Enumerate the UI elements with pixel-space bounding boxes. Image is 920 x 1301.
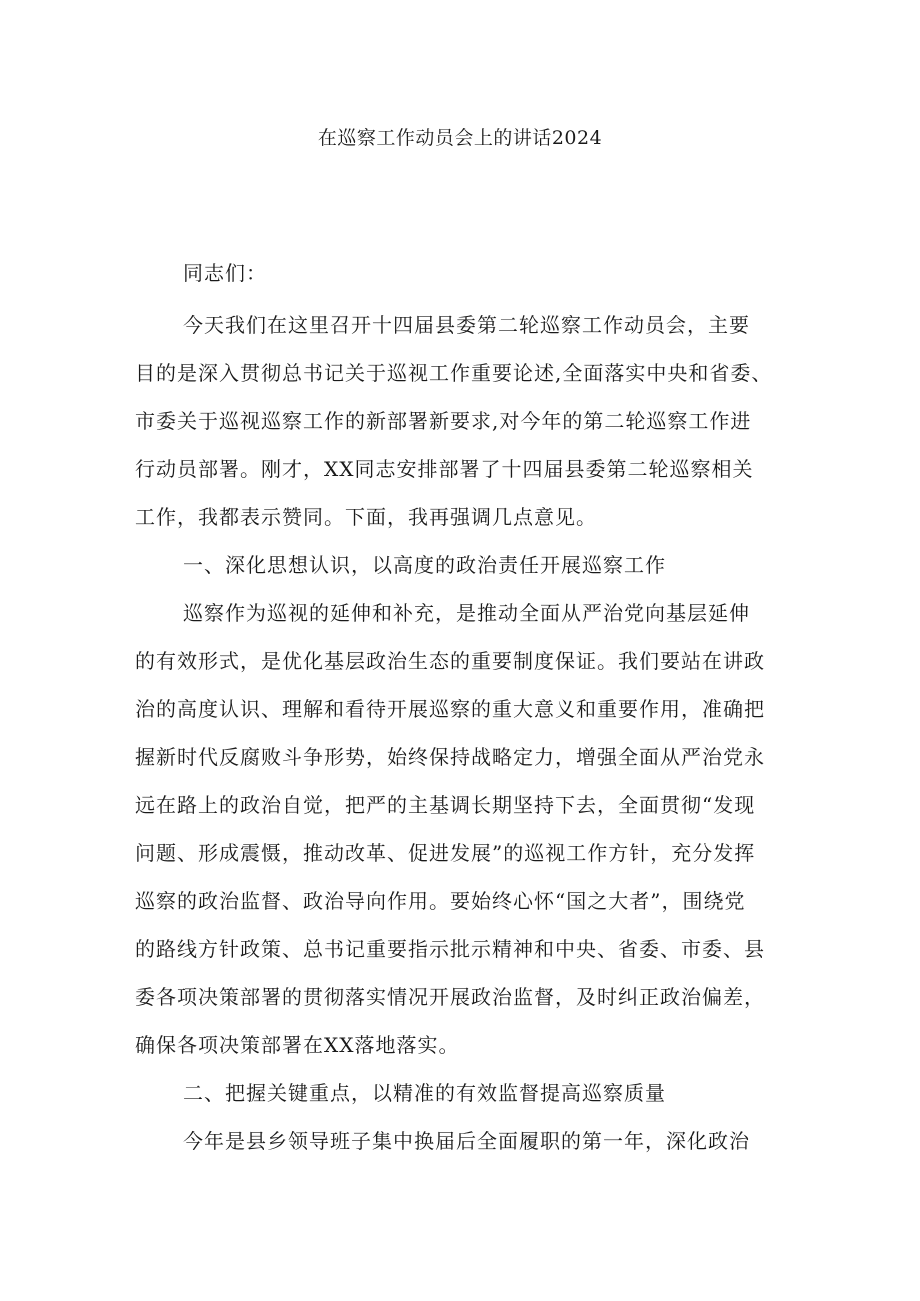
paragraph-line: 巡察的政治监督、政治导向作用。要始终心怀“国之大者”，围绕党	[135, 889, 746, 913]
document-title: 在巡察工作动员会上的讲话2024	[317, 127, 603, 149]
paragraph-line: 远在路上的政治自觉，把严的主基调长期坚持下去，全面贯彻“发现	[135, 793, 756, 817]
paragraph-line: 目的是深入贯彻总书记关于巡视工作重要论述,全面落实中央和省委、	[135, 361, 773, 385]
paragraph-line: 的有效形式，是优化基层政治生态的重要制度保证。我们要站在讲政	[135, 649, 765, 673]
paragraph-line: 问题、形成震慑，推动改革、促进发展”的巡视工作方针，充分发挥	[135, 841, 756, 865]
section-heading: 二、把握关键重点，以精准的有效监督提高巡察质量	[183, 1081, 666, 1105]
paragraph-line: 治的高度认识、理解和看待开展巡察的重大意义和重要作用，准确把	[135, 697, 765, 721]
section-heading: 一、深化思想认识，以高度的政治责任开展巡察工作	[183, 553, 666, 577]
paragraph-line: 市委关于巡视巡察工作的新部署新要求,对今年的第二轮巡察工作进	[135, 409, 752, 433]
paragraph-line: 今天我们在这里召开十四届县委第二轮巡察工作动员会，主要	[183, 313, 750, 337]
paragraph-line: 行动员部署。刚才，XX同志安排部署了十四届县委第二轮巡察相关	[135, 457, 754, 481]
paragraph-line: 委各项决策部署的贯彻落实情况开展政治监督，及时纠正政治偏差，	[135, 985, 765, 1009]
salutation: 同志们：	[183, 261, 267, 285]
paragraph-line: 今年是县乡领导班子集中换届后全面履职的第一年，深化政治	[183, 1129, 750, 1153]
paragraph-line: 确保各项决策部署在XX落地落实。	[135, 1033, 460, 1057]
paragraph-line: 巡察作为巡视的延伸和补充，是推动全面从严治党向基层延伸	[183, 601, 750, 625]
paragraph-line: 工作，我都表示赞同。下面，我再强调几点意见。	[135, 505, 597, 529]
paragraph-line: 握新时代反腐败斗争形势，始终保持战略定力，增强全面从严治党永	[135, 745, 765, 769]
paragraph-line: 的路线方针政策、总书记重要指示批示精神和中央、省委、市委、县	[135, 937, 765, 961]
